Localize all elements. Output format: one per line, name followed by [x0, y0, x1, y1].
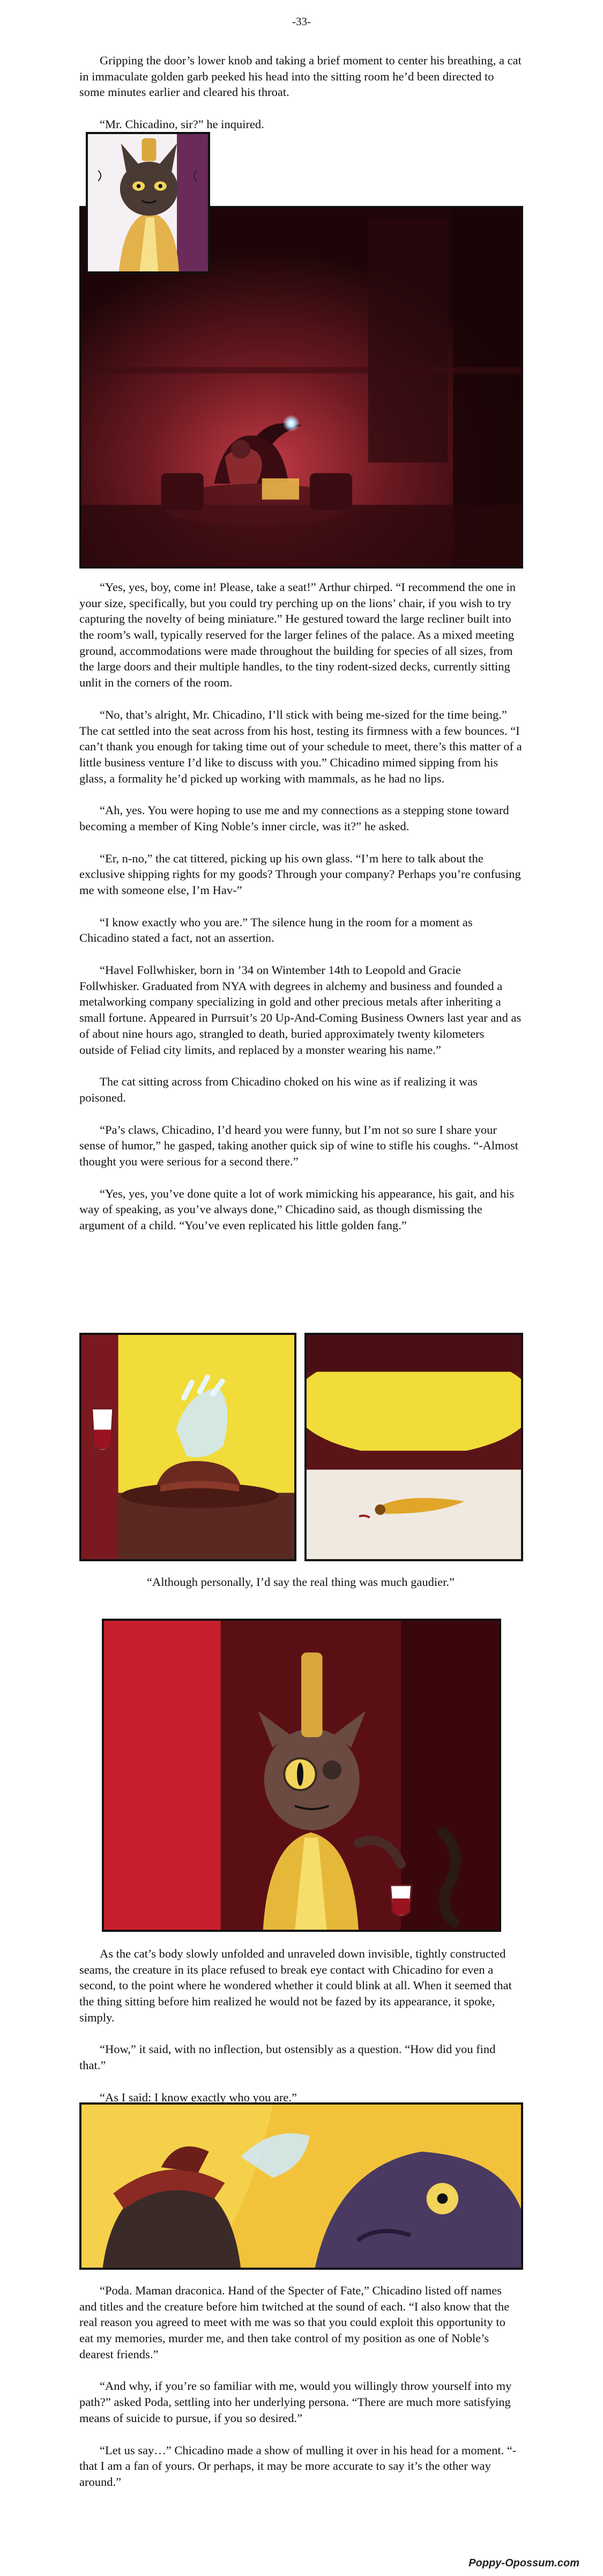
site-url[interactable]: Poppy-Opossum.com	[468, 2557, 579, 2569]
paragraph: “Although personally, I’d say the real thing was much gaudier.”	[146, 1575, 455, 1589]
comic-panel-cat-peeking	[86, 132, 210, 274]
paragraph: “And why, if you’re so familiar with me, would you willingly throw yourself into my path?” asked Poda, settling into her underlying persona. “There are much more satisfying means of suicide to pursue, if you so desired.”	[79, 2379, 512, 2425]
paragraph: “Let us say…” Chicadino made a show of mulling it over in his head for a moment. “-that I am a fan of yours. Or perhaps, it may be more accurate to say it’s the other way around.”	[79, 2443, 517, 2489]
paragraph: “No, that’s alright, Mr. Chicadino, I’ll stick with being me-sized for the time being.” The cat settled into the seat across from his host, testing its firmness with a few bounces. “I can’t thank you enough for taking time out of your schedule to meet, there’s this matter of a little business venture I’d like to discuss with you.” Chicadino mimed sipping from his glass, a formality he’d picked up working with mammals, as he had no lips.	[79, 707, 522, 785]
paragraph: “Havel Follwhisker, born in ’34 on Wintember 14th to Leopold and Gracie Follwhisker. Graduated from NYA with degrees in alchemy and business and founded a metalworking company specializing in gold and other precious metals after inheriting a small fortune. Appeared in Purrsuit’s 20 Up-And-Coming Business Owners last year and as of about nine hours ago, strangled to death, buried approximately twenty kilometers outside of Feliad city limits, and replaced by a monster wearing his name.”	[79, 963, 522, 1057]
paragraph: “Poda. Maman draconica. Hand of the Specter of Fate,” Chicadino listed off names and titles and the creature before him twitched at the sound of each. “I also know that the real reason you agreed to meet with me was so that you could exploit this opportunity to eat my memories, murder me, and then take control of my position as one of Noble’s dearest friends.”	[79, 2284, 510, 2361]
paragraph: “Pa’s claws, Chicadino, I’d heard you were funny, but I’m not so sure I share your sense of humor,” he gasped, taking another quick sip of wine to stifle his coughs. “-Almost thought you were serious for a second there.”	[79, 1123, 518, 1168]
hat-illustration	[81, 1335, 294, 1559]
page-number: -33-	[292, 15, 311, 28]
paragraph: “Yes, yes, you’ve done quite a lot of work mimicking his appearance, his gait, and his way of speaking, as you’ve always done,” Chicadino said, as though dismissing the argument of a child. “You’ve even replicated his little golden fang.”	[79, 1186, 515, 1232]
creature-illustration	[104, 1621, 499, 1930]
face-off-illustration	[81, 2105, 521, 2268]
paragraph: “Mr. Chicadino, sir?” he inquired.	[100, 117, 264, 131]
comic-panel-hat-lifted	[79, 1333, 296, 1561]
paragraph: “How,” it said, with no inflection, but ostensibly as a question. “How did you find that.”	[79, 2042, 496, 2072]
paragraph: “I know exactly who you are.” The silence hung in the room for a moment as Chicadino stated a fact, not an assertion.	[79, 915, 473, 945]
paragraph: “Ah, yes. You were hoping to use me and my connections as a stepping stone toward becoming a member of King Noble’s inner circle, was it?” he asked.	[79, 803, 509, 833]
paragraph: “Er, n-no,” the cat tittered, picking up his own glass. “I’m here to talk about the exclusive shipping rights for my goods? Through your company? Perhaps you’re confusing me with someone else, I’m Hav-”	[79, 851, 521, 897]
paragraph: “Yes, yes, boy, come in! Please, take a seat!” Arthur chirped. “I recommend the one in your size, specifically, but you could try perching up on the lions’ chair, if you wish to try capturing the novelty of being miniature.” He gestured toward the large recliner built into the room’s wall, typically reserved for the larger felines of the palace. As a mixed meeting ground, accommodations were made throughout the building for species of all sizes, from the large doors and their multiple handles, to the tiny rodent-sized decks, currently sitting unlit in the corners of the room.	[79, 580, 516, 690]
comic-panel-face-off	[79, 2102, 523, 2270]
story-text-gaudier	[79, 1574, 522, 1606]
fang-illustration	[307, 1335, 521, 1559]
peeking-cat-illustration	[88, 134, 208, 271]
story-text-poda	[79, 2283, 522, 2506]
story-text-conversation	[79, 579, 522, 1250]
paragraph: The cat sitting across from Chicadino choked on his wine as if realizing it was poisoned.	[79, 1075, 478, 1104]
paragraph: “As I said: I know exactly who you are.”	[100, 2090, 297, 2104]
paragraph: Gripping the door’s lower knob and taking a brief moment to center his breathing, a cat in immaculate golden garb peeked his head into the sitting room he’d been directed to some minutes earlier and cleared his throat.	[79, 54, 522, 99]
comic-panel-creature-reveal	[102, 1619, 501, 1932]
paragraph: As the cat’s body slowly unfolded and unraveled down invisible, tightly constructed seams, the creature in its place refused to break eye contact with Chicadino for even a second, to the point where he wondered whether it could blink at all. When it seemed that the thing sitting before him realized he would not be fazed by its appearance, it spoke, simply.	[79, 1947, 512, 2024]
comic-panel-golden-fang	[304, 1333, 523, 1561]
story-text-unraveling	[79, 1946, 522, 2122]
